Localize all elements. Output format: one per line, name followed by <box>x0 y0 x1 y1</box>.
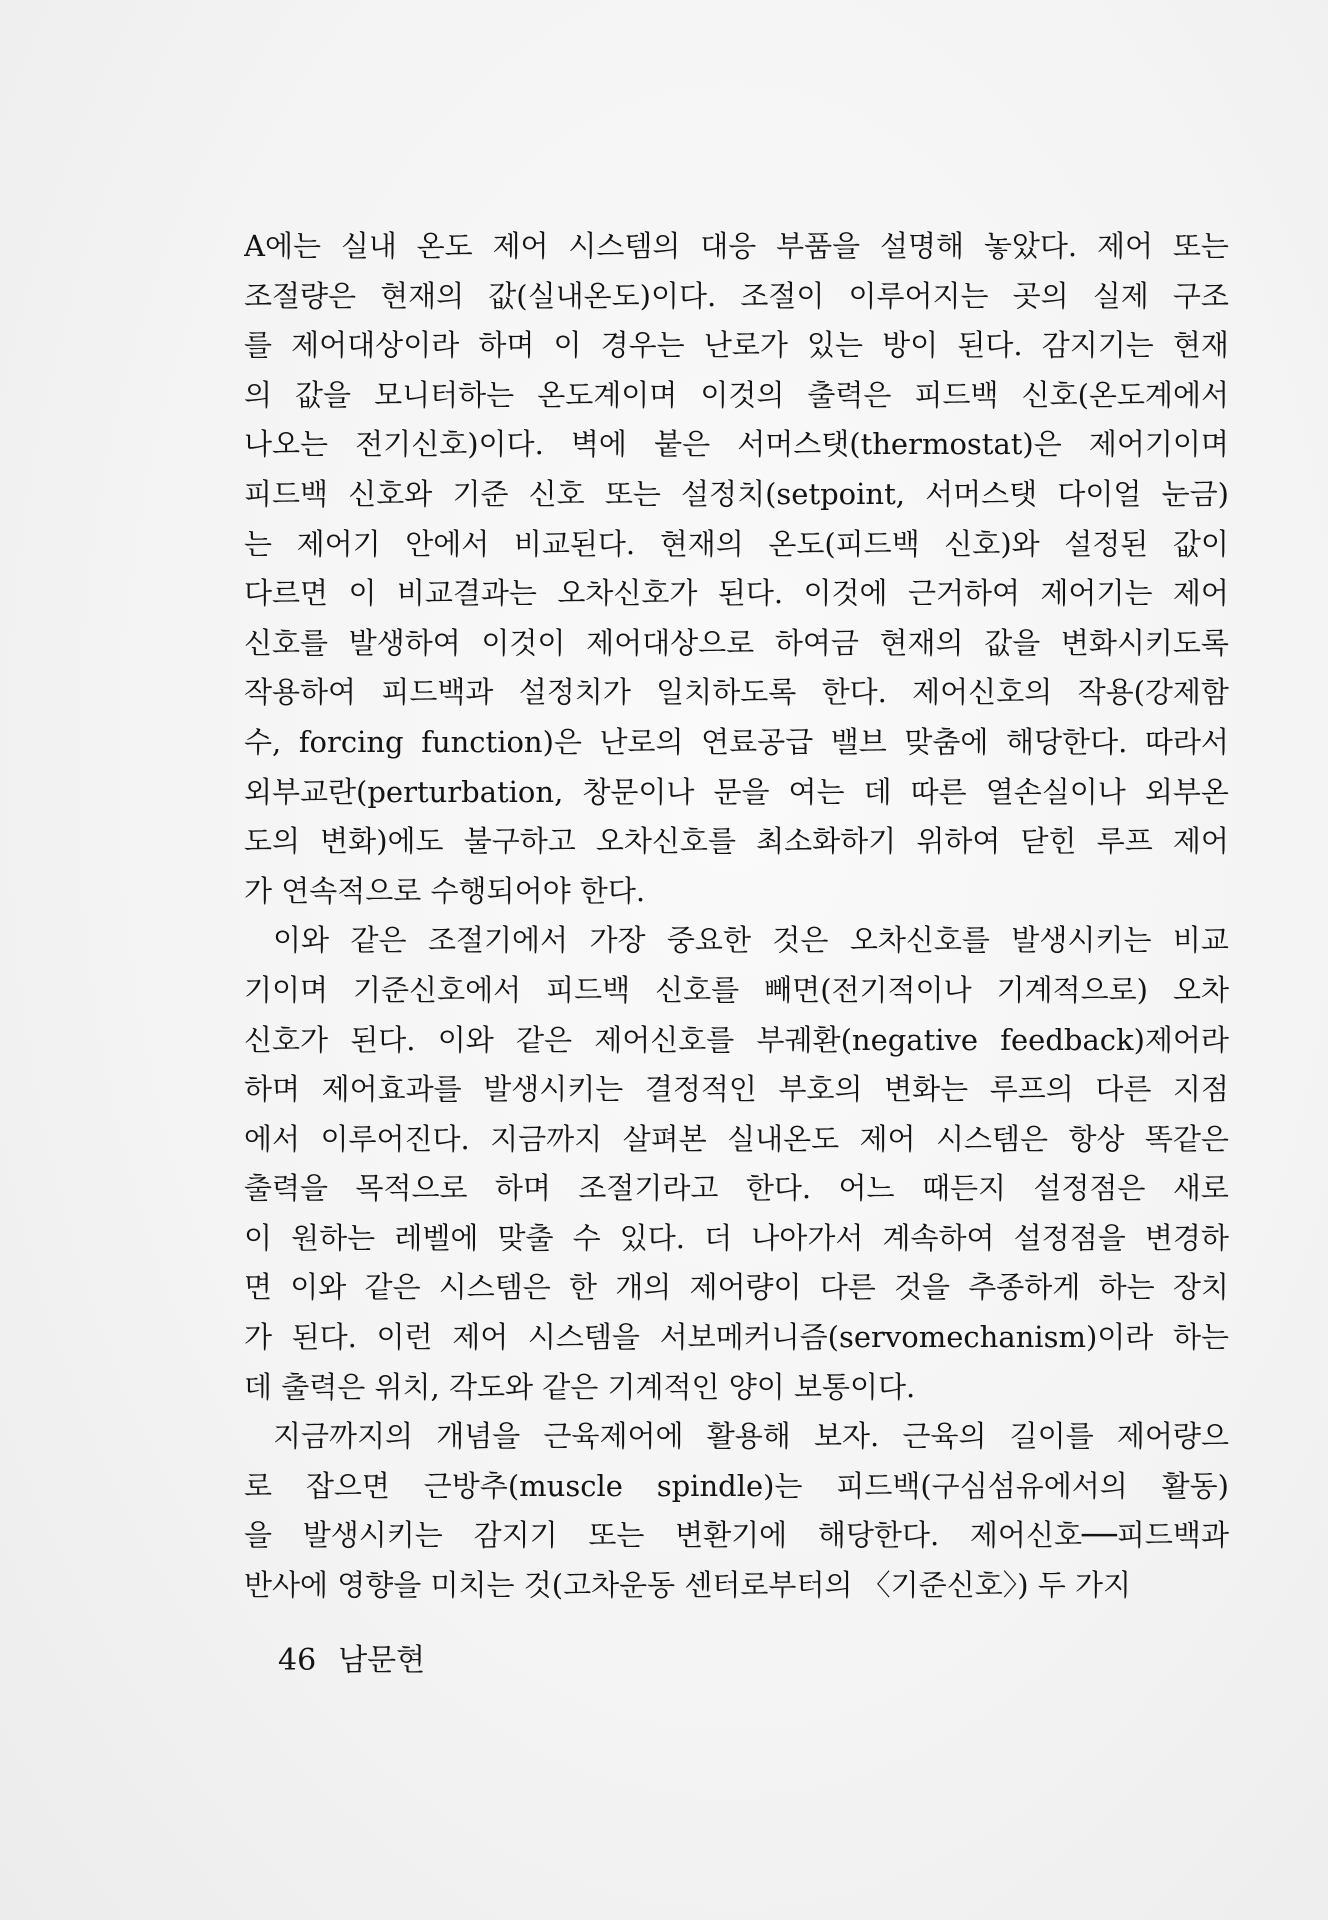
text-line: 기이며 기준신호에서 피드백 신호를 빼면(전기적이나 기계적으로) 오차 <box>244 972 1229 1007</box>
text-line: 도의 변화)에도 불구하고 오차신호를 최소화하기 위하여 닫힌 루프 제어 <box>244 824 1229 859</box>
page-footer <box>278 1635 425 1679</box>
text-line: 출력을 목적으로 하며 조절기라고 한다. 어느 때든지 설정점은 새로 <box>244 1171 1229 1206</box>
text-line: A에는 실내 온도 제어 시스템의 대응 부품을 설명해 놓았다. 제어 또는 <box>244 229 1229 263</box>
text-line: 로 잡으면 근방추(muscle spindle)는 피드백(구심섬유에서의 활동) <box>244 1468 1229 1503</box>
text-line: 신호를 발생하여 이것이 제어대상으로 하여금 현재의 값을 변화시키도록 <box>244 625 1229 660</box>
text-line: 이와 같은 조절기에서 가장 중요한 것은 오차신호를 발생시키는 비교 <box>273 923 1229 958</box>
text-line: 이 원하는 레벨에 맞출 수 있다. 더 나아가서 계속하여 설정점을 변경하 <box>244 1220 1229 1255</box>
text-line: 는 제어기 안에서 비교된다. 현재의 온도(피드백 신호)와 설정된 값이 <box>244 526 1229 561</box>
text-line: 수, forcing function)은 난로의 연료공급 밸브 맞춤에 해당한다. 따라서 <box>244 724 1229 759</box>
text-line: 조절량은 현재의 값(실내온도)이다. 조절이 이루어지는 곳의 실제 구조 <box>244 278 1229 313</box>
text-line: 의 값을 모니터하는 온도계이며 이것의 출력은 피드백 신호(온도계에서 <box>244 377 1229 412</box>
text-line: 외부교란(perturbation, 창문이나 문을 여는 데 따른 열손실이나 외부온 <box>244 774 1229 809</box>
text-line: 가 된다. 이런 제어 시스템을 서보메커니즘(servomechanism)이라 하는 <box>244 1320 1229 1355</box>
text-line: 하며 제어효과를 발생시키는 결정적인 부호의 변화는 루프의 다른 지점 <box>244 1072 1229 1107</box>
text-line: 신호가 된다. 이와 같은 제어신호를 부궤환(negative feedback)제어라 <box>244 1022 1229 1057</box>
text-line: 반사에 영향을 미치는 것(고차운동 센터로부터의 〈기준신호〉) 두 가지 <box>244 1568 1132 1603</box>
text-line: 면 이와 같은 시스템은 한 개의 제어량이 다른 것을 추종하게 하는 장치 <box>244 1270 1229 1305</box>
page-number: 46 <box>278 1643 317 1678</box>
text-line: 에서 이루어진다. 지금까지 살펴본 실내온도 제어 시스템은 항상 똑같은 <box>244 1121 1229 1156</box>
text-line: 다르면 이 비교결과는 오차신호가 된다. 이것에 근거하여 제어기는 제어 <box>244 576 1229 611</box>
text-line: 가 연속적으로 수행되어야 한다. <box>244 873 646 908</box>
text-line: 데 출력은 위치, 각도와 같은 기계적인 양이 보통이다. <box>244 1369 916 1404</box>
text-line: 를 제어대상이라 하며 이 경우는 난로가 있는 방이 된다. 감지기는 현재 <box>244 328 1229 363</box>
text-line: 나오는 전기신호)이다. 벽에 붙은 서머스탯(thermostat)은 제어기이며 <box>244 427 1229 462</box>
text-line: 작용하여 피드백과 설정치가 일치하도록 한다. 제어신호의 작용(강제함 <box>244 675 1229 710</box>
text-line: 지금까지의 개념을 근육제어에 활용해 보자. 근육의 길이를 제어량으 <box>273 1419 1229 1454</box>
text-line: 피드백 신호와 기준 신호 또는 설정치(setpoint, 서머스탯 다이얼 눈금) <box>244 476 1229 511</box>
author-name: 남문현 <box>338 1643 426 1678</box>
body-text <box>244 222 1229 1611</box>
text-line: 을 발생시키는 감지기 또는 변환기에 해당한다. 제어신호──피드백과 <box>244 1518 1229 1553</box>
